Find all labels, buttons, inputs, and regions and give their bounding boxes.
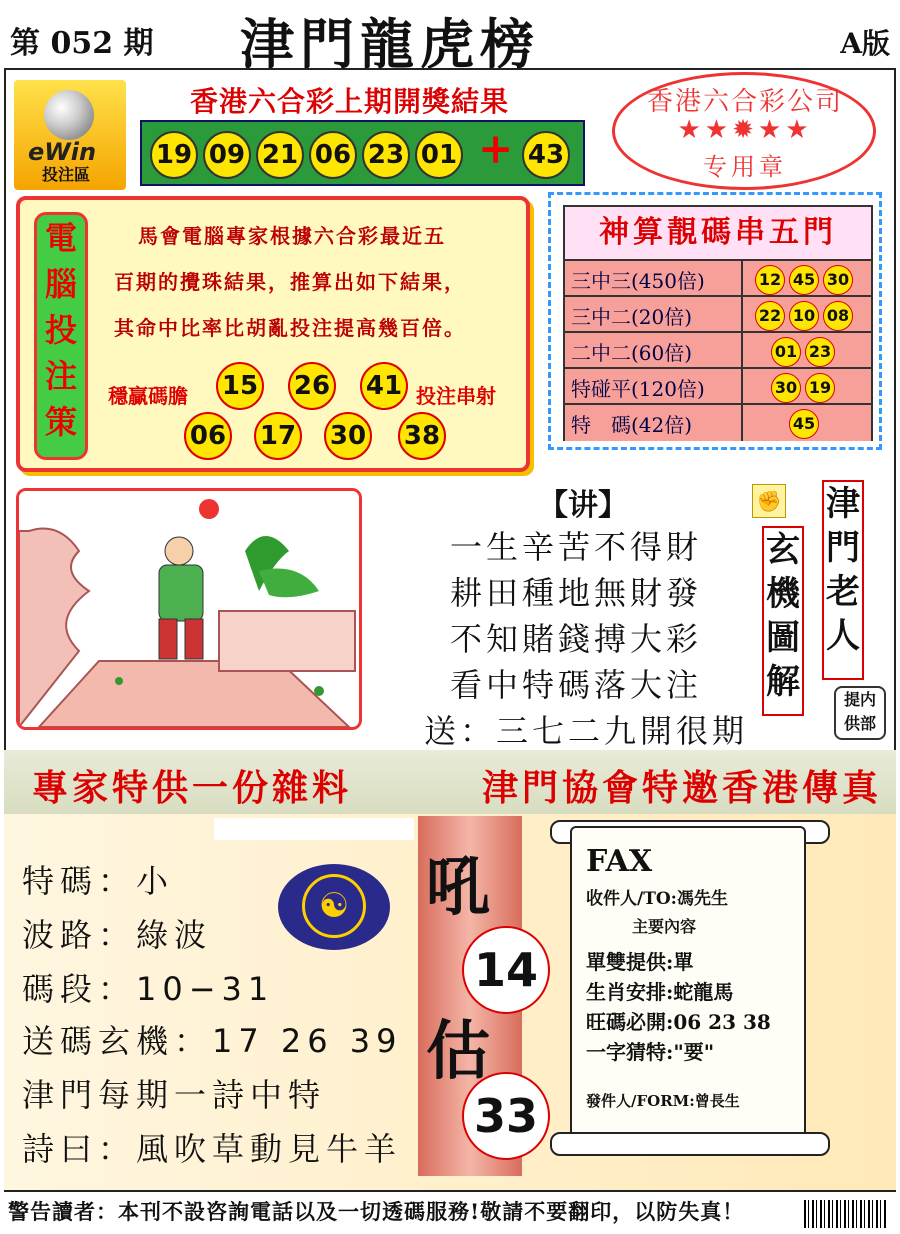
xuanji-panel	[762, 526, 804, 716]
fist-icon: ✊	[752, 484, 786, 518]
computer-strategy-panel	[16, 196, 530, 472]
laoren-panel	[822, 480, 864, 680]
panel-char: 人	[826, 616, 860, 656]
fax-to: 收件人/TO:馮先生	[586, 889, 728, 909]
panel-char: 圖	[766, 618, 800, 658]
gate-ball: 45	[789, 409, 819, 439]
expert-banner	[4, 750, 896, 814]
emblem-mark-icon: ☯	[302, 874, 366, 938]
stamp-label: 专用章	[703, 153, 787, 181]
ewin-logo	[14, 80, 126, 190]
plus-sign: +	[478, 124, 514, 173]
draw-ball: 19	[150, 131, 198, 179]
side-char: 策	[44, 403, 77, 441]
fax-from: 發件人/FORM:曾長生	[586, 1092, 740, 1110]
hint-line: 波路：綠波	[22, 916, 213, 954]
reader-warning: 警告讀者：本刊不設咨詢電話以及一切透碼服務!敬請不要翻印，以防失真！	[8, 1199, 745, 1224]
panel-char: 玄	[766, 530, 800, 570]
column-divider	[741, 405, 743, 441]
masthead-title: 津門龍虎榜	[240, 12, 540, 76]
column-divider	[741, 333, 743, 369]
gate-ball: 01	[771, 337, 801, 367]
poem-title: 【讲】	[538, 488, 628, 523]
logo-text: eWin	[28, 138, 97, 166]
special-ball: 43	[522, 131, 570, 179]
gate-ball: 30	[823, 265, 853, 295]
gate-ball: 45	[789, 265, 819, 295]
side-char: 電	[44, 219, 77, 257]
five-gates-row	[565, 403, 871, 441]
draw-ball: 01	[415, 131, 463, 179]
last-draw-title: 香港六合彩上期開獎結果	[190, 85, 510, 118]
poem-line: 一生辛苦不得財	[450, 528, 703, 566]
stamp-company-name: 香港六合彩公司	[646, 87, 843, 117]
strategy-ball: 06	[184, 412, 232, 460]
fax-item: 生肖安排:蛇龍馬	[586, 980, 734, 1004]
hint-line: 詩曰：風吹草動見牛羊	[22, 1130, 403, 1168]
roar-char-bottom: 估	[426, 1014, 490, 1089]
provide-line: 供部	[843, 714, 876, 733]
five-gates-panel	[548, 192, 882, 450]
issue-number: 第 052 期	[10, 26, 154, 61]
roar-column	[418, 816, 538, 1176]
gate-ball: 08	[823, 301, 853, 331]
gate-ball: 30	[771, 373, 801, 403]
draw-ball: 09	[203, 131, 251, 179]
hint-line: 碼段：10−31	[22, 970, 275, 1008]
strategy-text-line: 百期的攪珠結果，推算出如下結果，	[114, 270, 466, 294]
fax-item: 單雙提供:單	[586, 950, 694, 974]
association-emblem-icon	[278, 864, 390, 950]
sure-win-label: 穩贏碼膽	[108, 384, 188, 408]
last-draw-numbers	[140, 120, 585, 186]
row-label: 三中三(450倍)	[571, 269, 705, 293]
logo-subtitle: 投注區	[42, 165, 91, 184]
football-icon	[44, 90, 94, 140]
strategy-text-line: 馬會電腦專家根據六合彩最近五	[138, 224, 446, 248]
draw-ball: 23	[362, 131, 410, 179]
strategy-ball: 15	[216, 362, 264, 410]
banner-right-text: 津門協會特邀香港傳真	[482, 767, 883, 809]
five-gates-table	[563, 205, 873, 441]
stamp-stars-icon: ★★✹★★	[677, 115, 813, 145]
banner-left-text: 專家特供一份雜料	[32, 767, 353, 809]
five-gates-row	[565, 295, 871, 333]
barcode-icon	[804, 1200, 886, 1228]
row-label: 特 碼(42倍)	[571, 413, 693, 437]
strategy-ball: 38	[398, 412, 446, 460]
illustration-drawing	[19, 491, 359, 727]
panel-char: 門	[826, 528, 860, 568]
white-strip	[214, 818, 414, 840]
side-char: 腦	[44, 265, 77, 303]
side-char: 注	[44, 357, 77, 395]
gate-ball: 22	[755, 301, 785, 331]
roar-ball-top: 14	[462, 926, 550, 1014]
column-divider	[741, 261, 743, 297]
gate-ball: 19	[805, 373, 835, 403]
strategy-text-line: 其命中比率比胡亂投注提高幾百倍。	[114, 316, 466, 340]
strategy-ball: 30	[324, 412, 372, 460]
fax-item: 旺碼必開:06 23 38	[586, 1010, 771, 1034]
column-divider	[741, 297, 743, 333]
column-divider	[741, 369, 743, 405]
fax-scroll	[540, 820, 836, 1150]
gate-ball: 12	[755, 265, 785, 295]
five-gates-title: 神算靚碼串五門	[565, 207, 871, 259]
roar-ball-bottom: 33	[462, 1072, 550, 1160]
strategy-ball: 26	[288, 362, 336, 410]
poem-gift: 送：三七二九開很期	[424, 712, 749, 750]
strategy-side-label	[34, 212, 88, 460]
edition-label: A版	[840, 27, 890, 60]
row-label: 三中二(20倍)	[571, 305, 693, 329]
five-gates-row	[565, 259, 871, 297]
draw-ball: 06	[309, 131, 357, 179]
five-gates-row	[565, 331, 871, 369]
bet-combo-label: 投注串射	[416, 384, 496, 408]
fax-content-label: 主要內容	[632, 917, 697, 936]
farmer-illustration	[16, 488, 362, 730]
panel-char: 津	[826, 484, 860, 524]
draw-ball: 21	[256, 131, 304, 179]
fax-paper	[570, 826, 806, 1138]
strategy-ball: 41	[360, 362, 408, 410]
five-gates-row	[565, 367, 871, 405]
row-label: 特碰平(120倍)	[571, 377, 705, 401]
hint-line: 特碼：小	[22, 862, 175, 900]
poem-line: 看中特碼落大注	[450, 666, 703, 704]
fax-item: 一字猜特:"要"	[586, 1040, 715, 1064]
panel-char: 解	[766, 662, 800, 702]
gate-ball: 23	[805, 337, 835, 367]
roar-char-top: 吼	[426, 850, 490, 925]
provide-line: 提内	[843, 690, 876, 709]
panel-char: 老	[826, 572, 860, 612]
panel-char: 機	[766, 574, 800, 614]
scroll-bottom-roll	[550, 1132, 830, 1156]
hint-line: 津門每期一詩中特	[22, 1076, 327, 1114]
company-stamp	[612, 72, 876, 190]
side-char: 投	[44, 311, 77, 349]
hint-line: 送碼玄機：17 26 39	[22, 1022, 403, 1060]
strategy-ball: 17	[254, 412, 302, 460]
gate-ball: 10	[789, 301, 819, 331]
poem-line: 不知賭錢搏大彩	[450, 620, 703, 658]
row-label: 二中二(60倍)	[571, 341, 693, 365]
fax-title: FAX	[586, 844, 653, 879]
internal-provide-badge	[834, 686, 886, 740]
poem-line: 耕田種地無財發	[450, 574, 703, 612]
